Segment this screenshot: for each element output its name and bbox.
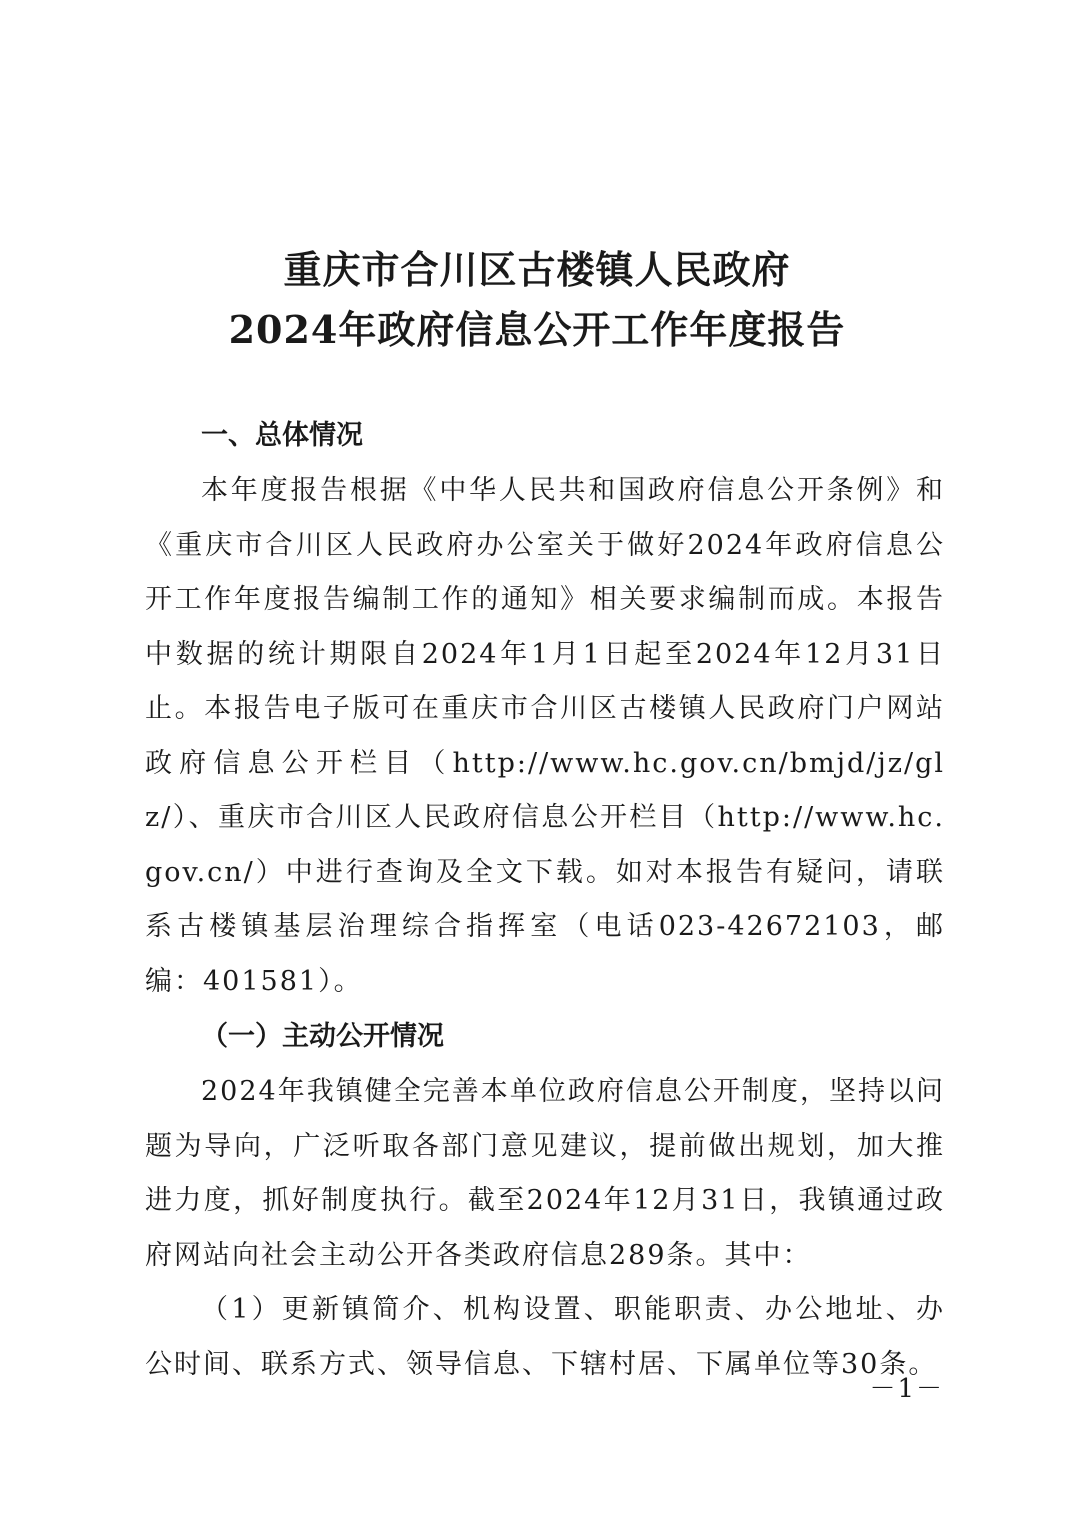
section-heading-overview: 一、总体情况 (201, 420, 363, 451)
proactive-disclosure-item-1: （1）更新镇简介、机构设置、职能职责、办公地址、办公时间、联系方式、领导信息、下辖村居、下属单位等30条。 (145, 1294, 945, 1380)
report-title (0, 240, 1074, 360)
proactive-disclosure-paragraph: 2024年我镇健全完善本单位政府信息公开制度，坚持以问题为导向，广泛听取各部门意见建议，提前做出规划，加大推进力度，抓好制度执行。截至2024年12月31日，我镇通过政府网站向社会主动公开各类政府信息289条。其中： (145, 1076, 945, 1271)
page-number: －1－ (869, 1374, 944, 1404)
title-line-1: 重庆市合川区古楼镇人民政府 (283, 247, 791, 292)
title-line-2: 2024年政府信息公开工作年度报告 (228, 307, 846, 352)
report-body (145, 408, 945, 1392)
subsection-heading-proactive-disclosure: （一）主动公开情况 (201, 1021, 444, 1052)
overview-paragraph: 本年度报告根据《中华人民共和国政府信息公开条例》和《重庆市合川区人民政府办公室关于做好2024年政府信息公开工作年度报告编制工作的通知》相关要求编制而成。本报告中数据的统计期限自2024年1月1日起至2024年12月31日止。本报告电子版可在重庆市合川区古楼镇人民政府门户网站政府信息公开栏目（http://www.hc.gov.cn/bmjd/jz/glz/）、重庆市合川区人民政府信息公开栏目（http://www.hc.gov.cn/）中进行查询及全文下载。如对本报告有疑问，请联系古楼镇基层治理综合指挥室（电话023-42672103，邮编：401581）。 (145, 475, 945, 997)
